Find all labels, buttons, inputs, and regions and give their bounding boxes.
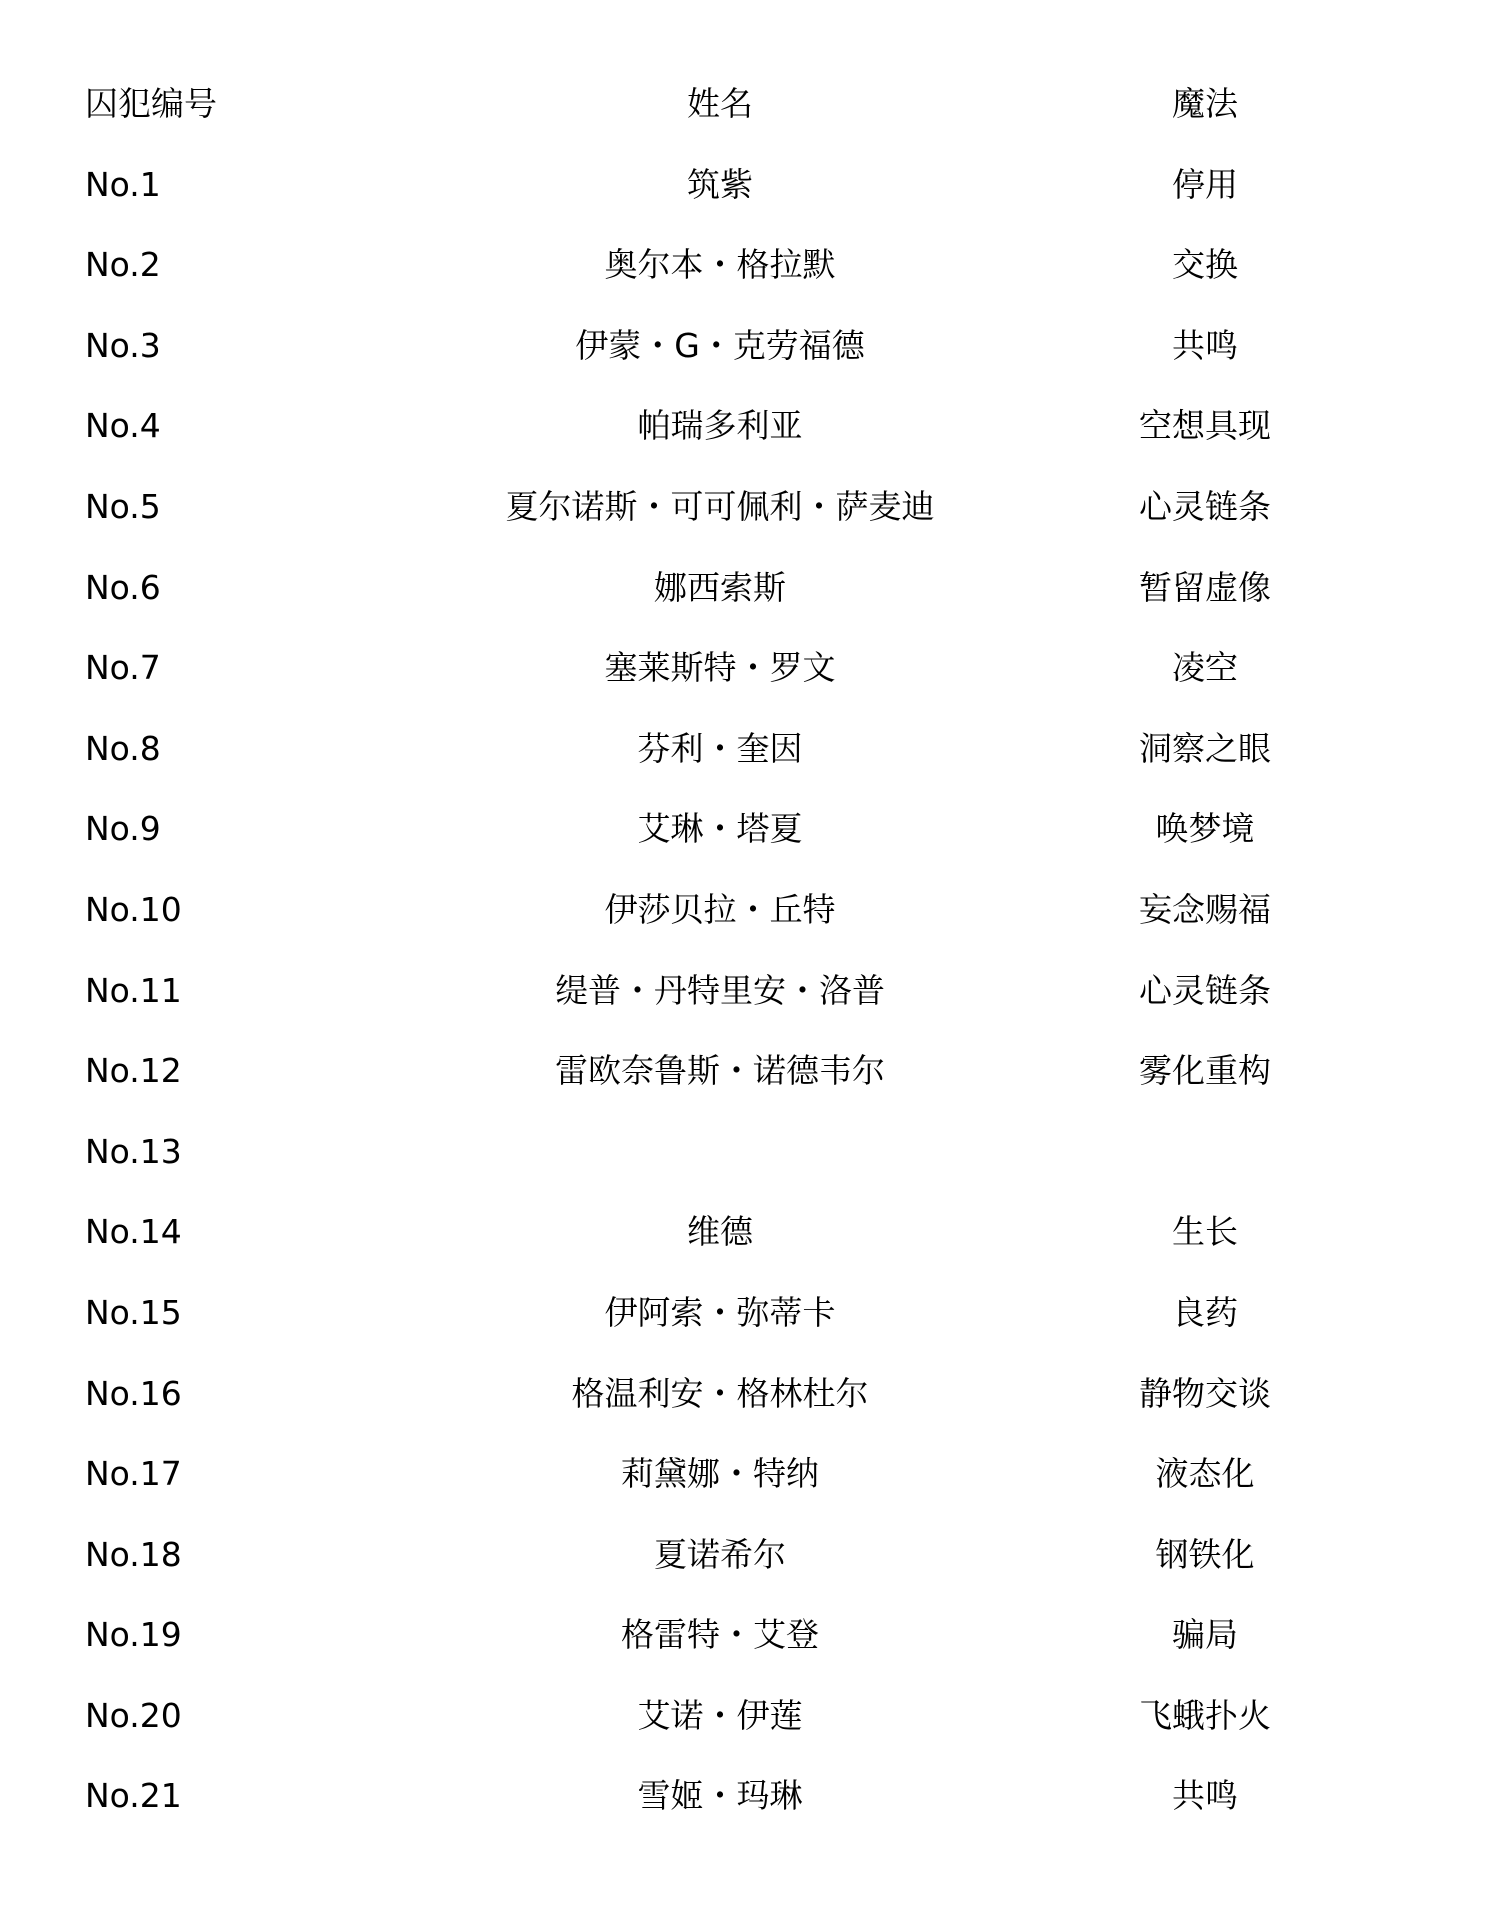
cell-id: No.14: [85, 1212, 182, 1252]
cell-name: 格雷特・艾登: [621, 1615, 819, 1655]
cell-magic: 交换: [1172, 245, 1238, 285]
cell-id: No.5: [85, 486, 161, 526]
table-row: [0, 386, 1500, 467]
cell-magic: 唤梦境: [1155, 809, 1255, 849]
cell-magic: 心灵链条: [1139, 486, 1271, 526]
table-row: [0, 789, 1500, 870]
table-row: [0, 1192, 1500, 1273]
table-row: [0, 467, 1500, 548]
cell-id: No.7: [85, 648, 161, 688]
cell-name: 维德: [687, 1212, 753, 1252]
cell-id: No.6: [85, 567, 161, 607]
cell-magic: 钢铁化: [1155, 1534, 1255, 1574]
cell-id: No.11: [85, 970, 182, 1010]
cell-id: No.12: [85, 1051, 182, 1091]
cell-id: No.18: [85, 1534, 182, 1574]
cell-id: No.16: [85, 1373, 182, 1413]
cell-name: 芬利・奎因: [637, 728, 803, 768]
cell-id: No.19: [85, 1615, 182, 1655]
cell-name: 艾琳・塔夏: [637, 809, 803, 849]
cell-id: No.21: [85, 1776, 182, 1816]
cell-id: No.9: [85, 809, 161, 849]
table-row: [0, 709, 1500, 790]
table-row: [0, 870, 1500, 951]
cell-name: 雷欧奈鲁斯・诺德韦尔: [555, 1051, 885, 1091]
header-name: 姓名: [687, 84, 753, 123]
cell-name: 伊莎贝拉・丘特: [604, 889, 836, 929]
table-row: [0, 1031, 1500, 1112]
cell-name: 奥尔本・格拉默: [604, 245, 836, 285]
cell-magic: 飞蛾扑火: [1139, 1695, 1271, 1735]
cell-id: No.4: [85, 406, 161, 446]
cell-name: 格温利安・格林杜尔: [571, 1373, 869, 1413]
table-row: [0, 145, 1500, 226]
cell-magic: 凌空: [1172, 648, 1238, 688]
cell-magic: 共鸣: [1172, 1776, 1238, 1816]
cell-magic: 暂留虚像: [1139, 567, 1271, 607]
cell-magic: 骗局: [1172, 1615, 1238, 1655]
table-row: [0, 1756, 1500, 1837]
table-row: [0, 1515, 1500, 1596]
cell-name: 伊阿索・弥蒂卡: [604, 1292, 836, 1332]
cell-id: No.2: [85, 245, 161, 285]
table-row: [0, 1273, 1500, 1354]
table-row: [0, 1112, 1500, 1193]
table-row: [0, 548, 1500, 629]
cell-name: 莉黛娜・特纳: [621, 1454, 819, 1494]
cell-id: No.17: [85, 1454, 182, 1494]
table-row: [0, 951, 1500, 1032]
cell-name: 缇普・丹特里安・洛普: [555, 970, 885, 1010]
header-magic: 魔法: [1172, 84, 1238, 123]
cell-name: 帕瑞多利亚: [637, 406, 803, 446]
cell-name: [430, 1112, 1010, 1193]
prisoner-table: [0, 64, 1500, 1837]
cell-id: No.8: [85, 728, 161, 768]
cell-magic: 空想具现: [1139, 406, 1271, 446]
cell-id: No.3: [85, 325, 161, 365]
cell-magic: 洞察之眼: [1139, 728, 1271, 768]
cell-name: 夏诺希尔: [654, 1534, 786, 1574]
cell-magic: 雾化重构: [1139, 1051, 1271, 1091]
table-row: [0, 628, 1500, 709]
cell-id: No.10: [85, 889, 182, 929]
table-body: [0, 145, 1500, 1837]
cell-id: No.1: [85, 164, 161, 204]
cell-id: No.15: [85, 1292, 182, 1332]
cell-magic: 停用: [1172, 164, 1238, 204]
cell-name: 雪姬・玛琳: [637, 1776, 803, 1816]
table-header-row: [0, 64, 1500, 145]
cell-magic: 妄念赐福: [1139, 889, 1271, 929]
cell-name: 夏尔诺斯・可可佩利・萨麦迪: [505, 486, 935, 526]
cell-magic: 液态化: [1155, 1454, 1255, 1494]
cell-magic: 生长: [1172, 1212, 1238, 1252]
cell-id: No.20: [85, 1695, 182, 1735]
cell-name: 艾诺・伊莲: [637, 1695, 803, 1735]
cell-magic: 心灵链条: [1139, 970, 1271, 1010]
table-row: [0, 225, 1500, 306]
cell-magic: 静物交谈: [1139, 1373, 1271, 1413]
table-row: [0, 1595, 1500, 1676]
cell-name: 筑紫: [687, 164, 753, 204]
cell-magic: 共鸣: [1172, 325, 1238, 365]
cell-magic: 良药: [1172, 1292, 1238, 1332]
cell-name: 伊蒙・G・克劳福德: [575, 325, 865, 365]
cell-magic: [1080, 1112, 1330, 1193]
table-row: [0, 1434, 1500, 1515]
table-row: [0, 1676, 1500, 1757]
header-id: 囚犯编号: [85, 84, 217, 123]
table-row: [0, 306, 1500, 387]
cell-name: 塞莱斯特・罗文: [604, 648, 836, 688]
table-row: [0, 1354, 1500, 1435]
cell-name: 娜西索斯: [654, 567, 786, 607]
cell-id: No.13: [85, 1131, 182, 1171]
